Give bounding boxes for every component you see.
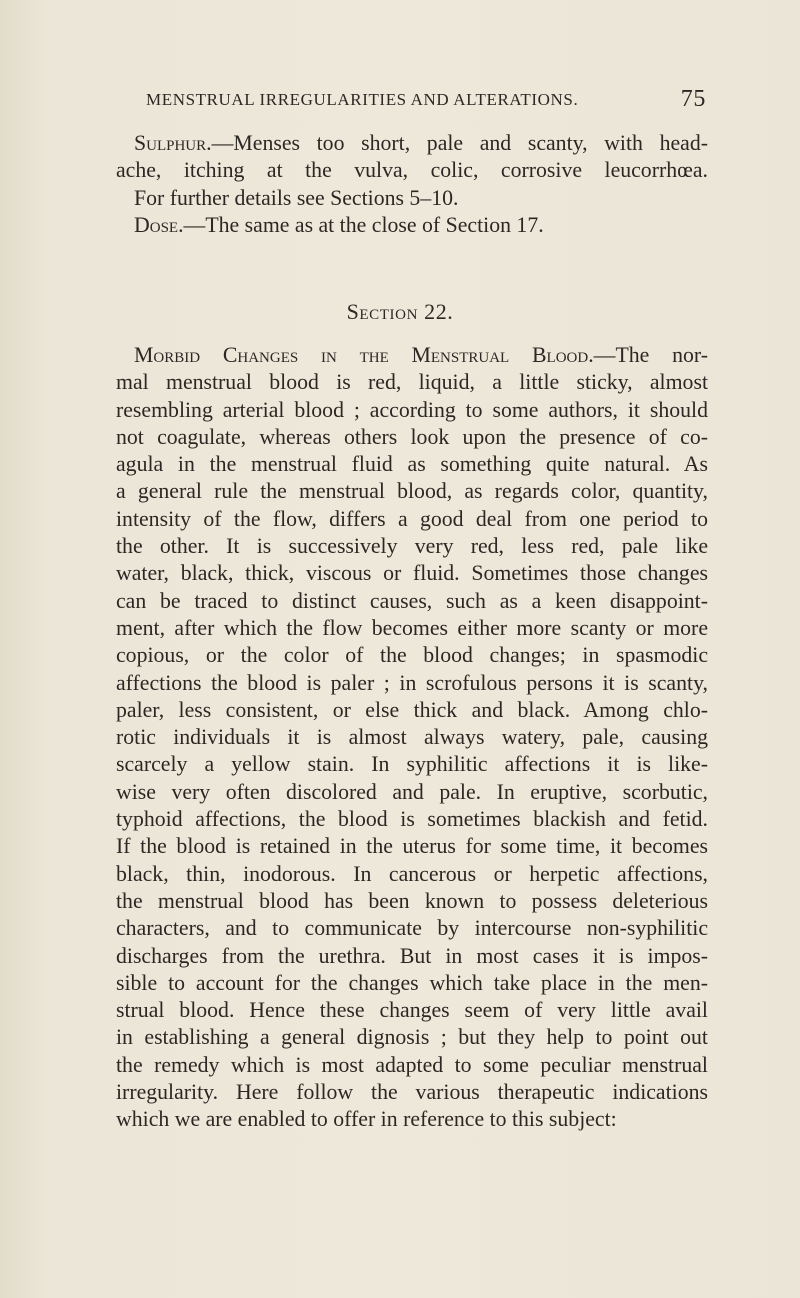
text-line: paler, less consistent, or else thick and black. Among chlo- xyxy=(116,697,708,722)
page-number: 75 xyxy=(680,86,706,112)
text-line: in establishing a general dignosis ; but they help to point out xyxy=(116,1025,708,1050)
text-line: strual blood. Hence these changes seem of very little avail xyxy=(116,998,708,1023)
text-line: which we are enabled to offer in reference to this subject: xyxy=(116,1107,617,1132)
text-line: Sulphur.—Menses too short, pale and scanty, with head- xyxy=(134,131,708,155)
text-line: wise very often discolored and pale. In eruptive, scorbutic, xyxy=(116,779,708,804)
text-line: mal menstrual blood is red, liquid, a little sticky, almost xyxy=(116,370,708,395)
text-line: discharges from the urethra. But in most cases it is impos- xyxy=(116,943,708,968)
text-line: If the blood is retained in the uterus for some time, it becomes xyxy=(116,834,708,859)
text-lines xyxy=(116,369,708,1133)
text-line: irregularity. Here follow the various therapeutic indications xyxy=(116,1080,708,1105)
text-line: agula in the menstrual fluid as something quite natural. As xyxy=(116,452,708,477)
dose-label: Dose. xyxy=(134,212,184,237)
text-line: the menstrual blood has been known to possess deleterious xyxy=(116,888,708,913)
text-line: black, thin, inodorous. In cancerous or herpetic affections, xyxy=(116,861,708,886)
text-line: For further details see Sections 5–10. xyxy=(134,185,459,210)
running-title: MENSTRUAL IRREGULARITIES AND ALTERATIONS. xyxy=(146,90,579,109)
text-line: can be traced to distinct causes, such as a keen disappoint- xyxy=(116,588,708,613)
section-heading: Section 22. xyxy=(346,299,454,324)
text-line: Morbid Changes in the Menstrual Blood.—The nor- xyxy=(134,343,708,367)
dose-line: Dose.—The same as at the close of Section 17. xyxy=(134,212,544,237)
text-line: characters, and to communicate by intercourse non-syphilitic xyxy=(116,916,708,941)
text-line: scarcely a yellow stain. In syphilitic affections it is like- xyxy=(116,752,708,777)
text-line: resembling arterial blood ; according to some authors, it should xyxy=(116,397,708,422)
text-line: a general rule the menstrual blood, as regards color, quantity, xyxy=(116,479,708,504)
text-line: sible to account for the changes which take place in the men- xyxy=(116,970,708,995)
text-line: not coagulate, whereas others look upon the presence of co- xyxy=(116,424,708,449)
text-line: ment, after which the flow becomes either more scanty or more xyxy=(116,615,708,640)
text-line: affections the blood is paler ; in scrofulous persons it is scanty, xyxy=(116,670,708,695)
text-line: copious, or the color of the blood changes; in spasmodic xyxy=(116,643,708,668)
text-line: water, black, thick, viscous or fluid. Sometimes those changes xyxy=(116,561,708,586)
text-line: rotic individuals it is almost always watery, pale, causing xyxy=(116,725,708,750)
text-line: the other. It is successively very red, less red, pale like xyxy=(116,534,708,559)
morbid-changes-paragraph xyxy=(116,342,708,1134)
text-line: ache, itching at the vulva, colic, corrosive leucorrhœa. xyxy=(116,158,708,183)
running-header xyxy=(146,86,706,112)
paragraph-heading: Morbid Changes in the Menstrual Blood. xyxy=(134,343,594,367)
text-line: typhoid affections, the blood is sometimes blackish and fetid. xyxy=(116,807,708,832)
sulphur-paragraph xyxy=(116,130,708,239)
text-line: the remedy which is most adapted to some peculiar menstrual xyxy=(116,1052,708,1077)
text-line: intensity of the flow, differs a good deal from one period to xyxy=(116,506,708,531)
remedy-name: Sulphur. xyxy=(134,131,212,155)
